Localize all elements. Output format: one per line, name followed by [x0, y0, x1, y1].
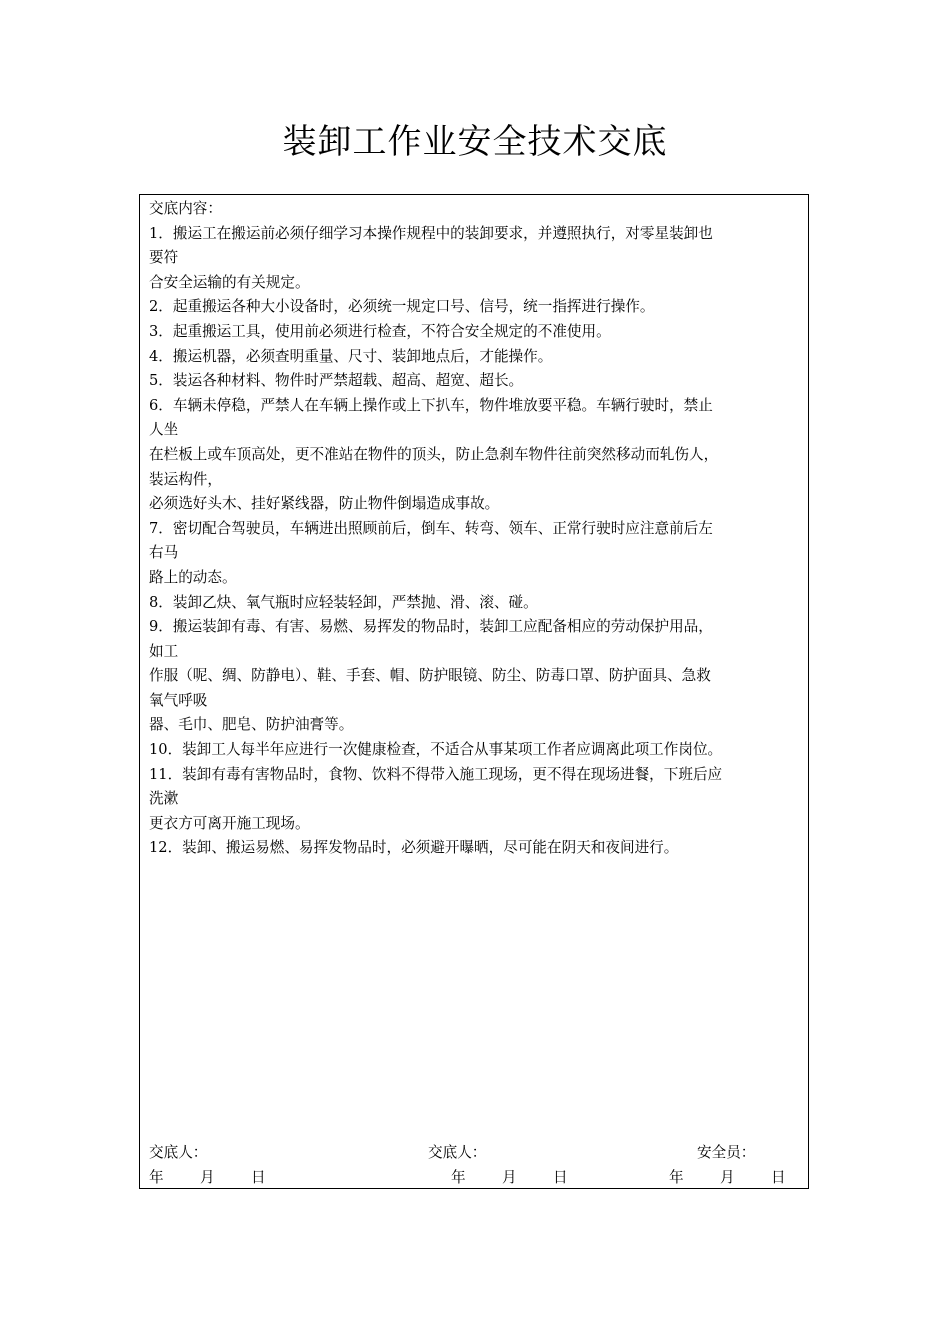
date-year: 年 [149, 1169, 164, 1186]
content-line: 合安全运输的有关规定。 [149, 273, 310, 291]
content-line: 装运构件， [149, 470, 222, 488]
date-month: 月 [200, 1169, 215, 1186]
content-line: 器、毛巾、肥皂、防护油膏等。 [149, 716, 354, 734]
content-line: 路上的动态。 [149, 568, 237, 586]
content-line: 8．装卸乙炔、氧气瓶时应轻装轻卸，严禁抛、滑、滚、碰。 [149, 593, 538, 611]
date-day: 日 [553, 1169, 568, 1186]
disclosure-content [149, 197, 805, 861]
content-line: 在栏板上或车顶高处，更不准站在物件的顶头，防止急刹车物件往前突然移动而轧伤人， [149, 445, 719, 463]
content-line: 11．装卸有毒有害物品时，食物、饮料不得带入施工现场，更不得在现场进餐，下班后应 [149, 765, 723, 783]
content-line: 要符 [149, 249, 179, 267]
date-month: 月 [720, 1169, 735, 1186]
date-year: 年 [451, 1169, 466, 1186]
content-line: 12．装卸、搬运易燃、易挥发物品时，必须避开曝晒，尽可能在阴天和夜间进行。 [149, 839, 679, 857]
content-line: 9．搬运装卸有毒、有害、易燃、易挥发的物品时，装卸工应配备相应的劳动保护用品， [149, 618, 713, 636]
content-line: 3．起重搬运工具，使用前必须进行检查，不符合安全规定的不准使用。 [149, 322, 611, 340]
content-heading: 交底内容： [149, 200, 222, 217]
content-line: 作服（呢、绸、防静电）、鞋、手套、帽、防护眼镜、防尘、防毒口罩、防护面具、急救 [149, 667, 711, 685]
safety-officer-label: 安全员： [697, 1144, 756, 1161]
content-line: 1．搬运工在搬运前必须仔细学习本操作规程中的装卸要求，并遵照执行，对零星装卸也 [149, 224, 713, 242]
content-line: 右马 [149, 544, 179, 562]
page-title: 装卸工作业安全技术交底 [282, 122, 668, 162]
content-line: 6．车辆未停稳，严禁人在车辆上操作或上下扒车，物件堆放要平稳。车辆行驶时，禁止 [149, 396, 713, 414]
content-line: 洗漱 [149, 790, 179, 808]
content-line: 氧气呼吸 [149, 691, 208, 709]
content-line: 更衣方可离开施工现场。 [149, 814, 310, 832]
content-line: 如工 [149, 642, 179, 660]
content-line: 10．装卸工人每半年应进行一次健康检查，不适合从事某项工作者应调离此项工作岗位。 [149, 741, 723, 759]
date-day: 日 [251, 1169, 266, 1186]
receiver-label: 交底人： [428, 1144, 487, 1161]
discloser-label: 交底人： [149, 1144, 208, 1161]
content-line: 7．密切配合驾驶员，车辆进出照顾前后，倒车、转弯、领车、正常行驶时应注意前后左 [149, 519, 713, 537]
date-month: 月 [502, 1169, 517, 1186]
content-line: 4．搬运机器，必须查明重量、尺寸、装卸地点后，才能操作。 [149, 347, 553, 365]
content-line: 必须选好头木、挂好紧线器，防止物件倒塌造成事故。 [149, 495, 500, 513]
disclosure-form [139, 194, 809, 1189]
content-line: 5．装运各种材料、物件时严禁超载、超高、超宽、超长。 [149, 372, 524, 390]
date-year: 年 [669, 1169, 684, 1186]
content-line: 2．起重搬运各种大小设备时，必须统一规定口号、信号，统一指挥进行操作。 [149, 298, 655, 316]
date-day: 日 [771, 1169, 786, 1186]
content-line: 人坐 [149, 421, 179, 439]
